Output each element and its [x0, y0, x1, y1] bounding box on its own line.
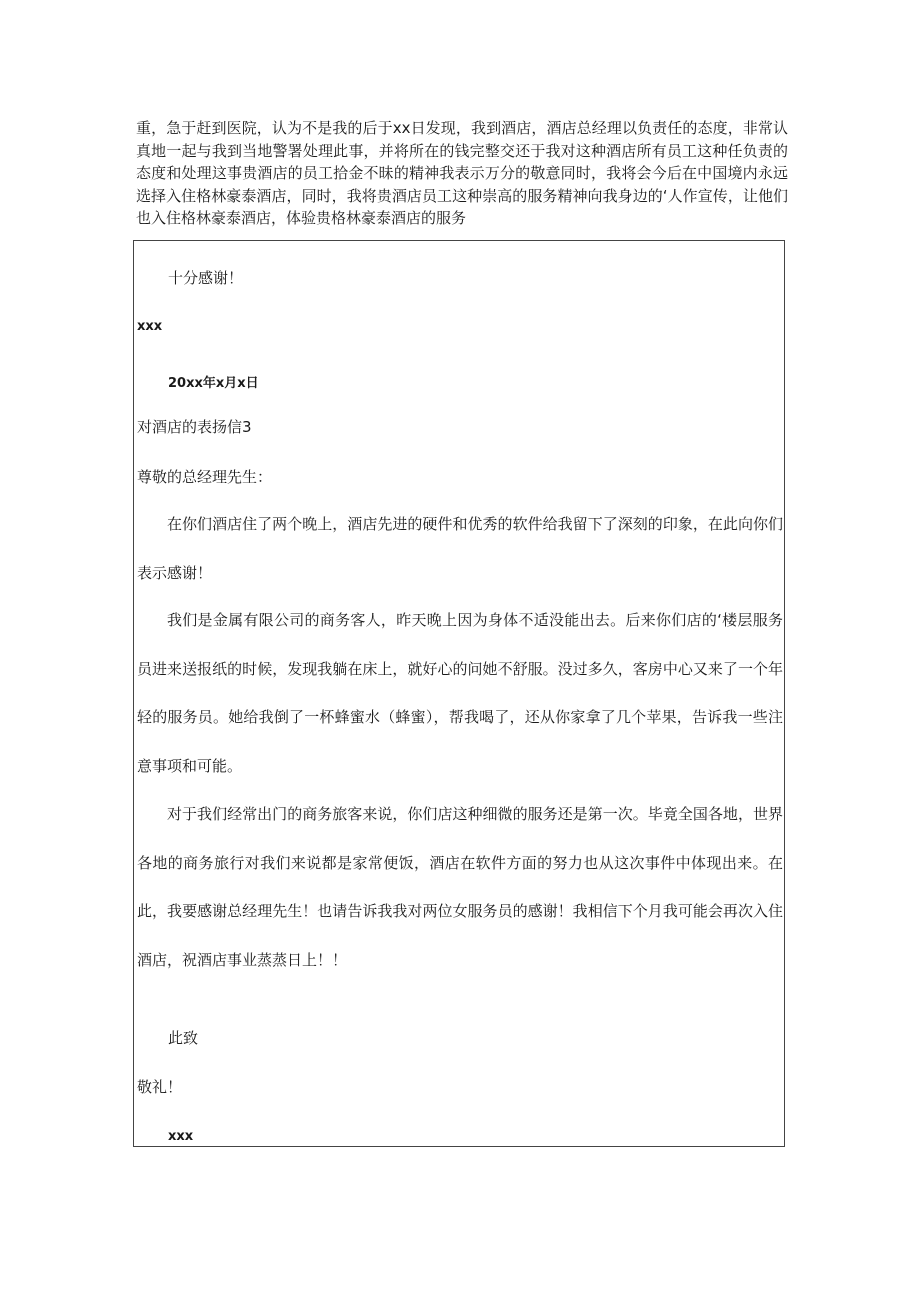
closing-line-1: 此致	[168, 1029, 199, 1047]
closing-line-2: 敬礼！	[137, 1078, 183, 1096]
body-paragraph-2: 我们是金属有限公司的商务客人，昨天晚上因为身体不适没能出去。后来你们店的‘楼层服务员进来送报纸的时候，发现我躺在床上，就好心的问她不舒服。没过多久，客房中心又来了一个年轻的服务员。她给我倒了一杯蜂蜜水（蜂蜜），帮我喝了，还从你家拿了几个苹果，告诉我一些注意事项和可能。	[137, 611, 783, 775]
body-paragraph-3: 对于我们经常出门的商务旅客来说，你们店这种细微的服务还是第一次。毕竟全国各地，世界各地的商务旅行对我们来说都是家常便饭，酒店在软件方面的努力也从这次事件中体现出来。在此，我要感谢总经理先生！也请告诉我我对两位女服务员的感谢！我相信下个月我可能会再次入住酒店，祝酒店事业蒸蒸日上！！	[137, 805, 783, 969]
salutation: 尊敬的总经理先生：	[137, 468, 273, 486]
body-paragraph-1: 在你们酒店住了两个晚上，酒店先进的硬件和优秀的软件给我留下了深刻的印象，在此向你们表示感谢！	[137, 515, 783, 582]
letter-title: 对酒店的表扬信3	[137, 418, 252, 436]
date-line: 20xx年x月x日	[168, 376, 259, 391]
signature-2: xxx	[168, 1129, 194, 1144]
thanks-line: 十分感谢！	[168, 269, 244, 287]
opening-paragraph: 重，急于赶到医院，认为不是我的后于xx日发现，我到酒店，酒店总经理以负责任的态度，非常认真地一起与我到当地警署处理此事，并将所在的钱完整交还于我对这种酒店所有员工这种任负责的态度和处理这事贵酒店的员工拾金不昧的精神我表示万分的敬意同时，我将会今后在中国境内永远选择入住格林豪泰酒店，同时，我将贵酒店员工这种崇高的服务精神向我身边的‘人作宣传，让他们也入住格林豪泰酒店，体验贵格林豪泰酒店的服务	[136, 119, 788, 227]
signature-1: xxx	[137, 319, 163, 334]
letter-frame	[133, 240, 785, 1147]
